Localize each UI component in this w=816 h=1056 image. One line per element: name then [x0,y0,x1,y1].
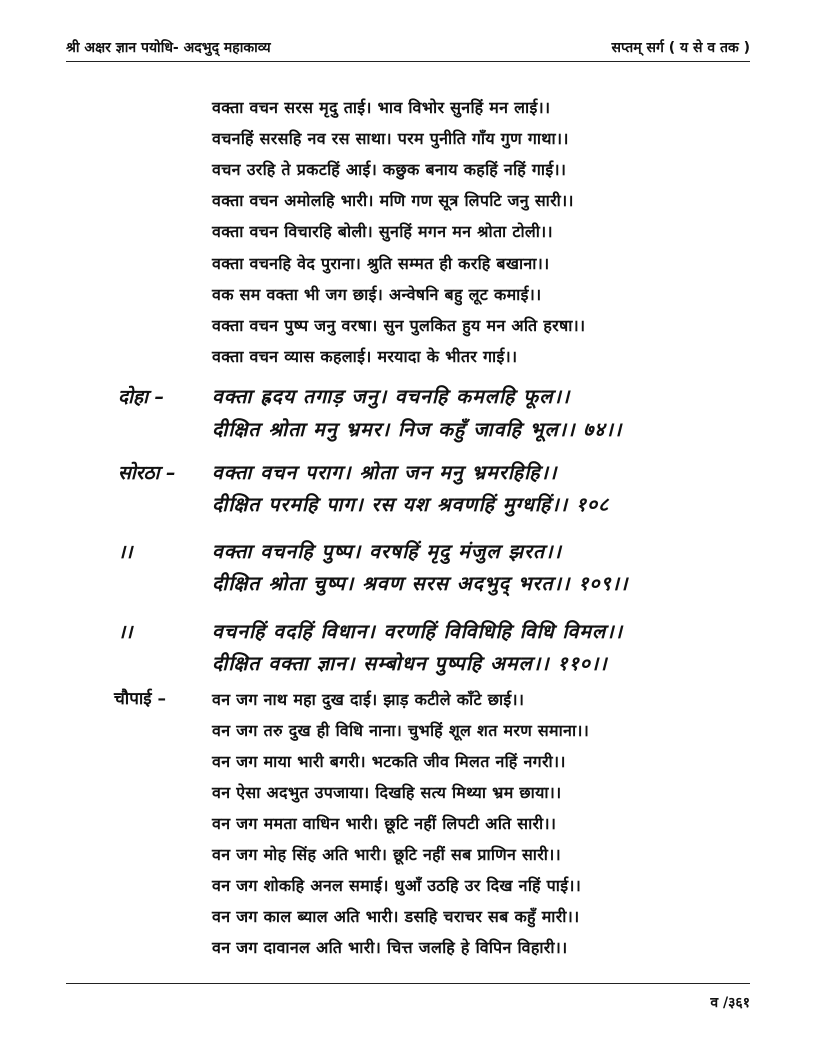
verse-line: वक्ता वचन सरस मृदु ताई। भाव विभोर सुनहिं मन लाई।। [212,98,551,117]
sortha-line: वचनहिं वदहिं विधान। वरणहिं विविधिहि विधि विमल।। [212,620,623,643]
sortha-label: सोरठा – [118,462,176,484]
sortha-line: दीक्षित परमहि पाग। रस यश श्रवणहिं मुग्धहिं।। १०८ [212,493,610,516]
header-divider [66,61,750,62]
verse-line: वक्ता वचन व्यास कहलाई। मरयादा के भीतर गाई।। [212,347,518,366]
doha-line: वक्ता ह्रदय तगाड़ जनु। वचनहि कमलहि फूल।। [212,385,571,408]
verse-line: वक्ता वचन विचारहि बोली। सुनहिं मगन मन श्रोता टोली।। [212,222,553,241]
chaupai-line: वन जग मोह सिंह अति भारी। छूटि नहीं सब प्राणिन सारी।। [212,845,561,864]
chaupai-line: वन जग नाथ महा दुख दाई। झाड़ कटीले काँटे छाई।। [212,690,525,709]
chaupai-label: चौपाई – [114,689,167,709]
verse-line: वक सम वक्ता भी जग छाई। अन्वेषनि बहु लूट कमाई।। [212,285,542,304]
stanza-marker: ।। [118,621,133,643]
chaupai-line: वन जग शोकहि अनल समाई। धुआँ उठहि उर दिख नहिं पाई।। [212,876,582,895]
chapter-title: सप्तम् सर्ग ( य से व तक ) [611,40,750,56]
doha-label: दोहा – [118,386,165,408]
book-title: श्री अक्षर ज्ञान पयोधि- अदभुद् महाकाव्य [66,40,271,56]
verse-line: वचन उरहि ते प्रकटहिं आई। कछुक बनाय कहहिं नहिं गाई।। [212,160,567,179]
verse-line: वक्ता वचन पुष्प जनु वरषा। सुन पुलकित हुय मन अति हरषा।। [212,316,586,335]
sortha-line: वक्ता वचनहि पुष्प। वरषहिं मृदु मंजुल झरत।। [212,540,562,563]
verse-line: वक्ता वचनहि वेद पुराना। श्रुति सम्मत ही करहि बखाना।। [212,254,550,273]
chaupai-line: वन जग माया भारी बगरी। भटकति जीव मिलत नहिं नगरी।। [212,752,566,771]
chaupai-line: वन जग काल ब्याल अति भारी। डसहि चराचर सब कहुँ मारी।। [212,907,580,926]
chaupai-line: वन ऐसा अदभुत उपजाया। दिखहि सत्य मिथ्या भ्रम छाया।। [212,783,562,802]
sortha-line: दीक्षित श्रोता चुष्प। श्रवण सरस अदभुद् भरत।। १०९।। [212,572,629,595]
verse-line: वचनहिं सरसहि नव रस साथा। परम पुनीति गाँय गुण गाथा।। [212,129,569,148]
sortha-line: दीक्षित वक्ता ज्ञान। सम्बोधन पुष्पहि अमल।। ११०।। [212,652,608,675]
stanza-marker: ।। [118,541,133,563]
doha-line: दीक्षित श्रोता मनु भ्रमर। निज कहुँ जावहि भूल।। ७४।। [212,418,623,441]
verse-line: वक्ता वचन अमोलहि भारी। मणि गण सूत्र लिपटि जनु सारी।। [212,191,574,210]
page-header [66,38,750,58]
page-number: व /३६१ [710,995,750,1011]
sortha-line: वक्ता वचन पराग। श्रोता जन मनु भ्रमरहिहि।। [212,461,558,484]
footer-divider [66,983,750,984]
chaupai-line: वन जग दावानल अति भारी। चित्त जलहि हे विपिन विहारी।। [212,938,568,957]
chaupai-line: वन जग तरु दुख ही विधि नाना। चुभहिं शूल शत मरण समाना।। [212,721,590,740]
chaupai-line: वन जग ममता वाधिन भारी। छूटि नहीं लिपटी अति सारी।। [212,814,557,833]
